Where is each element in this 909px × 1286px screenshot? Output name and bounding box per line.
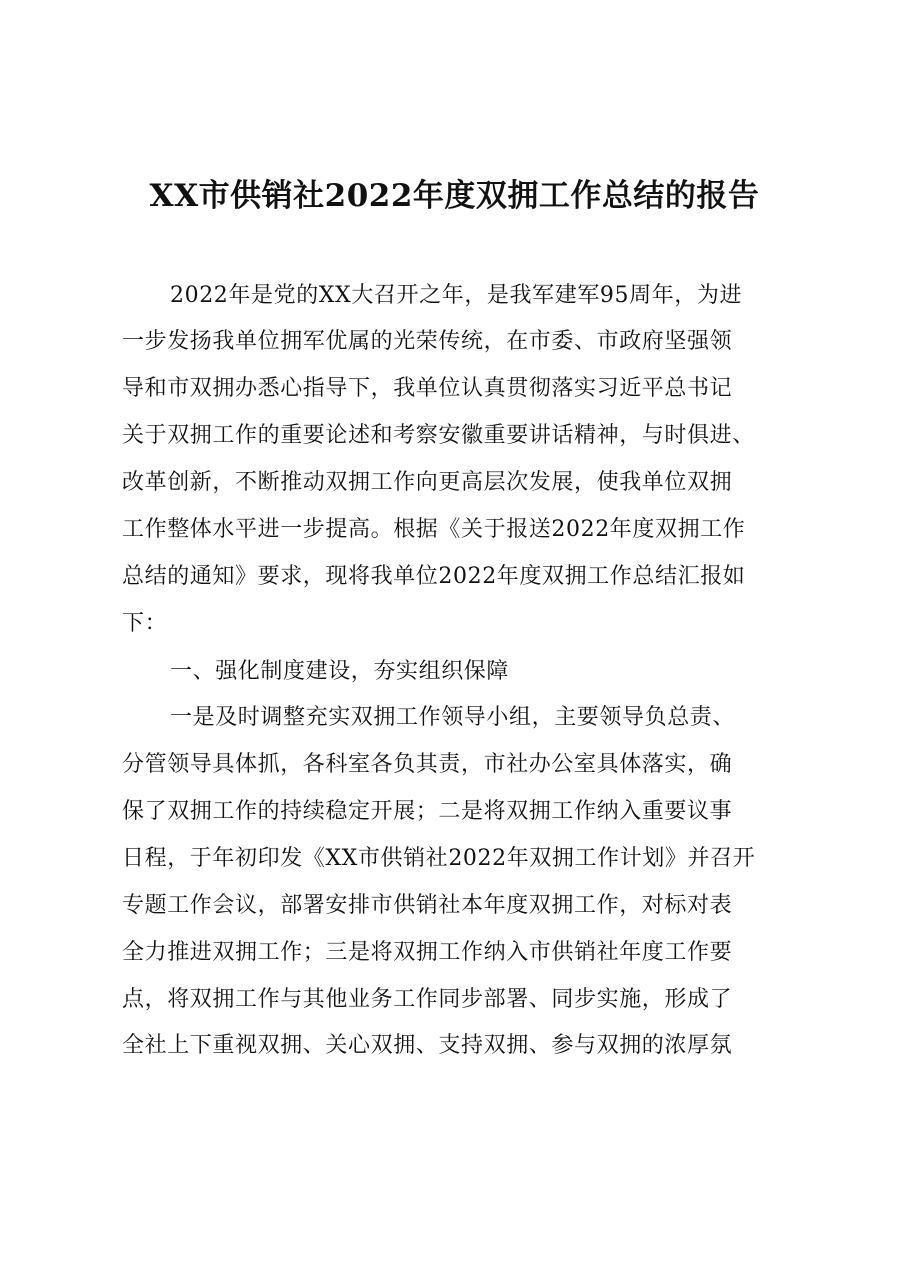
paragraph-line: 保了双拥工作的持续稳定开展；二是将双拥工作纳入重要议事 [122, 799, 733, 824]
paragraph-line: 总结的通知》要求，现将我单位2022年度双拥工作总结汇报如 [122, 564, 746, 589]
paragraph-line: 关于双拥工作的重要论述和考察安徽重要讲话精神，与时俱进、 [122, 423, 755, 448]
paragraph-line: 日程，于年初印发《XX市供销社2022年双拥工作计划》并召开 [122, 846, 756, 871]
paragraph-line: 导和市双拥办悉心指导下，我单位认真贯彻落实习近平总书记 [122, 376, 733, 401]
paragraph-line: 点，将双拥工作与其他业务工作同步部署、同步实施，形成了 [122, 987, 733, 1012]
paragraph-line: 全力推进双拥工作；三是将双拥工作纳入市供销社年度工作要 [122, 940, 733, 965]
paragraph-line: 一步发扬我单位拥军优属的光荣传统，在市委、市政府坚强领 [122, 329, 733, 354]
paragraph-line: 工作整体水平进一步提高。根据《关于报送2022年度双拥工作 [122, 517, 746, 542]
paragraph-line: 全社上下重视双拥、关心双拥、支持双拥、参与双拥的浓厚氛 [122, 1033, 733, 1058]
paragraph-line: 2022年是党的XX大召开之年，是我军建军95周年，为进 [170, 283, 743, 308]
section-heading: 一、强化制度建设，夯实组织保障 [170, 659, 510, 684]
paragraph-line: 下： [122, 611, 168, 636]
document-title: XX市供销社2022年度双拥工作总结的报告 [149, 178, 760, 214]
paragraph-line: 分管领导具体抓，各科室各负其责，市社办公室具体落实，确 [122, 752, 733, 777]
paragraph-line: 专题工作会议，部署安排市供销社本年度双拥工作，对标对表 [122, 893, 733, 918]
paragraph-line: 一是及时调整充实双拥工作领导小组，主要领导负总责、 [170, 705, 736, 730]
paragraph-line: 改革创新，不断推动双拥工作向更高层次发展，使我单位双拥 [122, 470, 733, 495]
